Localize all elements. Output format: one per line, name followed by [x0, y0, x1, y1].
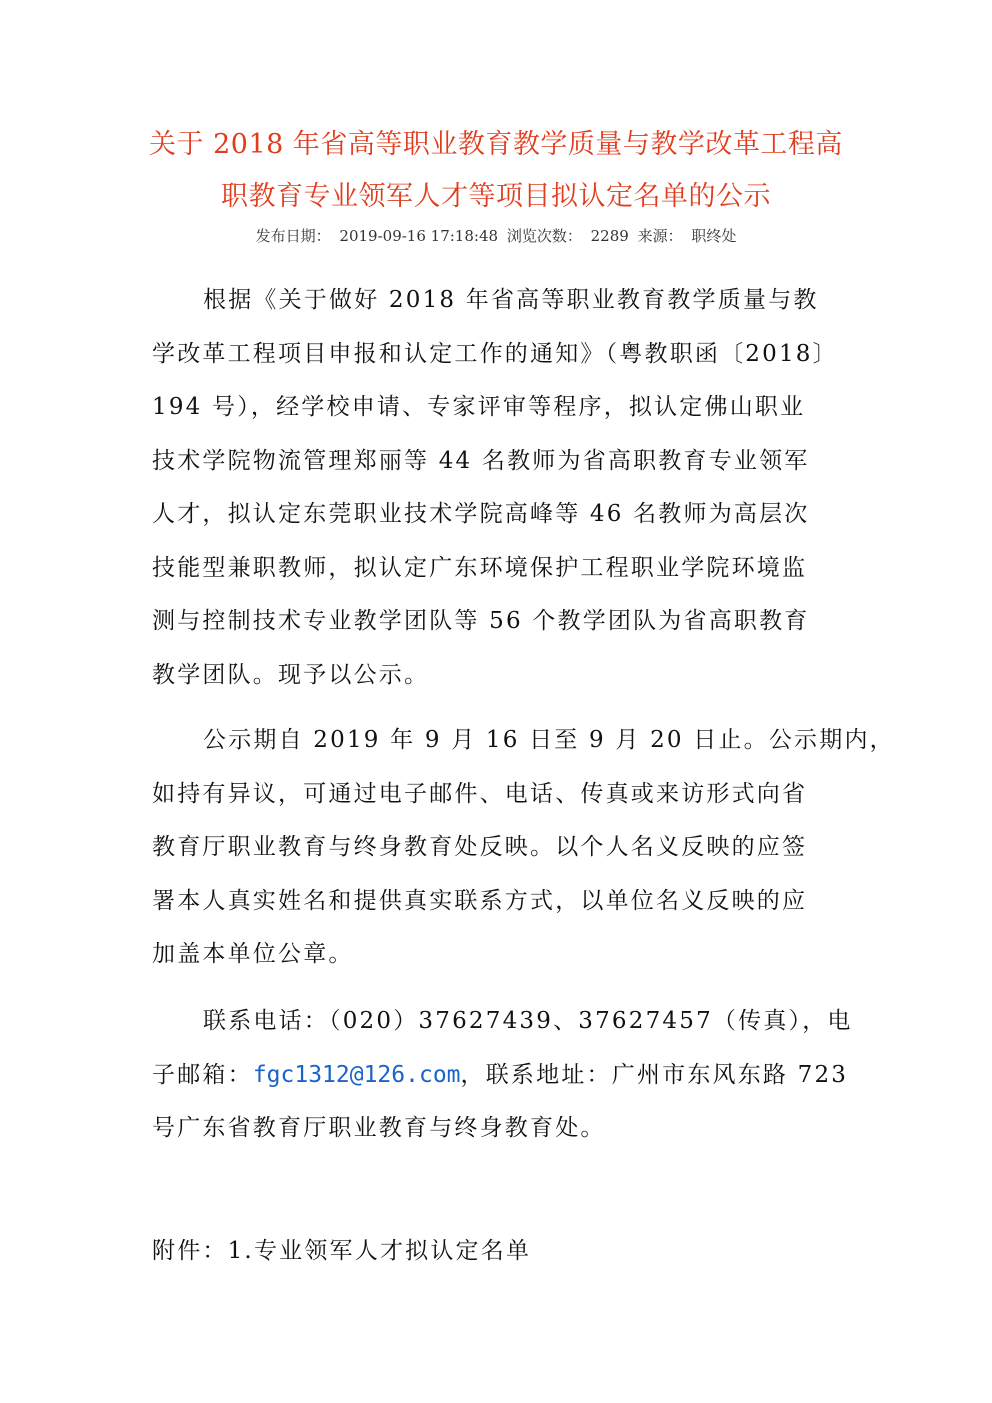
source-value: 职终处 [691, 227, 737, 245]
paragraph-line: 人才，拟认定东莞职业技术学院高峰等 46 名教师为高层次 [152, 501, 810, 527]
paragraph-line: 学改革工程项目申报和认定工作的通知》（粤教职函〔2018〕 [152, 340, 838, 367]
paragraph-line: 技能型兼职教师，拟认定广东环境保护工程职业学院环境监 [152, 554, 808, 581]
paragraph-line: 技术学院物流管理郑丽等 44 名教师为省高职教育专业领军 [152, 447, 810, 474]
paragraph-line: 根据《关于做好 2018 年省高等职业教育教学质量与教 [203, 287, 819, 313]
contact-phone-line: 联系电话：（020）37627439、37627457（传真），电 [203, 1008, 853, 1034]
email-link[interactable]: fgc1312@126.com [252, 1061, 461, 1088]
paragraph-line: 加盖本单位公章。 [152, 941, 354, 967]
publish-meta [100, 225, 892, 246]
paragraph-line: 教育厅职业教育与终身教育处反映。以个人名义反映的应签 [152, 834, 808, 860]
paragraph-line: 公示期自 2019 年 9 月 16 日至 9 月 20 日止。公示期内， [203, 727, 895, 753]
contact-paragraph [152, 995, 852, 1156]
body-paragraph-2 [152, 714, 895, 982]
contact-email-line [152, 1049, 852, 1103]
views-label: 浏览次数： [506, 227, 582, 245]
paragraph-line: 194 号），经学校申请、专家评审等程序，拟认定佛山职业 [152, 394, 806, 420]
attachment-item[interactable]: 附件：1.专业领军人才拟认定名单 [152, 1238, 532, 1264]
views-count: 2289 [590, 227, 629, 245]
paragraph-line: 教学团队。现予以公示。 [152, 661, 430, 688]
paragraph-line: 署本人真实姓名和提供真实联系方式，以单位名义反映的应 [152, 887, 808, 914]
email-label: 子邮箱： [152, 1061, 253, 1088]
body-paragraph-1 [152, 274, 852, 702]
address-text: ，联系地址：广州市东风东路 723 [460, 1061, 849, 1088]
publish-date-label: 发布日期： [255, 227, 331, 245]
contact-address-line: 号广东省教育厅职业教育与终身教育处。 [152, 1115, 606, 1141]
source-label: 来源： [637, 227, 683, 245]
publish-date-value: 2019-09-16 17:18:48 [339, 227, 499, 245]
paragraph-line: 如持有异议，可通过电子邮件、电话、传真或来访形式向省 [152, 780, 808, 807]
paragraph-line: 测与控制技术专业教学团队等 56 个教学团队为省高职教育 [152, 608, 810, 634]
notice-title-line-2: 职教育专业领军人才等项目拟认定名单的公示 [221, 181, 771, 212]
notice-title-line-1: 关于 2018 年省高等职业教育教学质量与教学改革工程高 [149, 129, 843, 160]
